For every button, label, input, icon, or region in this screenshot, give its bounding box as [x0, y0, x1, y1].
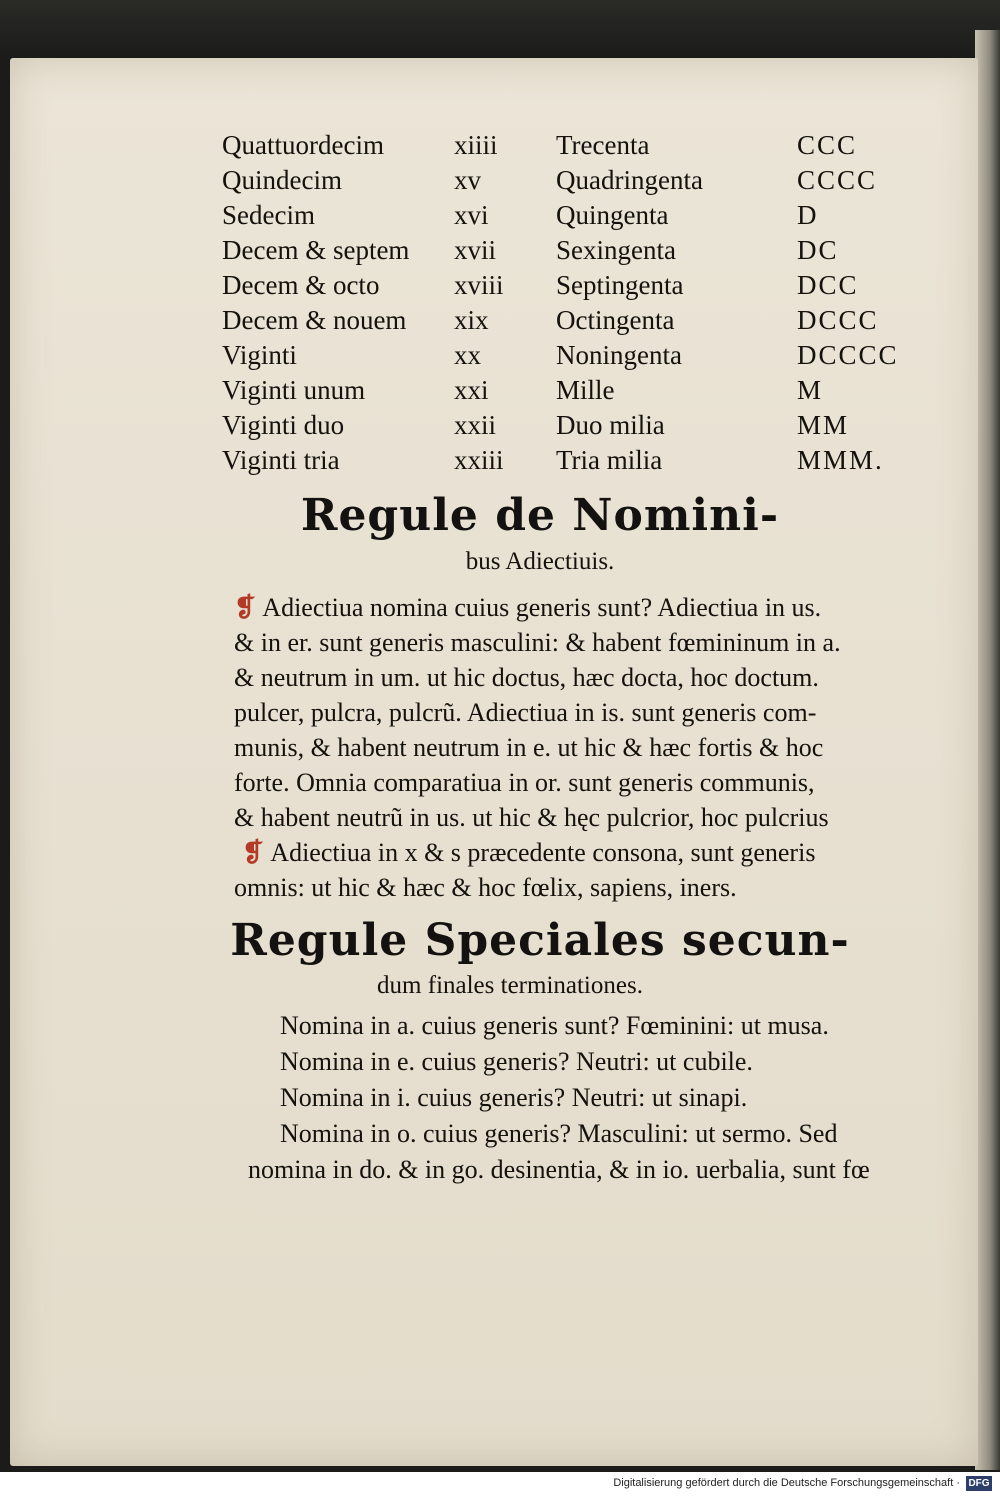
page-edge	[975, 30, 1000, 1470]
latin-hundreds: Octingenta	[556, 305, 675, 335]
numeral-row	[222, 443, 942, 478]
latin-numeral: Viginti duo	[222, 410, 345, 440]
numeral-row	[222, 303, 942, 338]
roman-hundreds: M	[797, 375, 824, 405]
latin-hundreds: Trecenta	[556, 130, 650, 160]
text-line: ❡ Adiectiua in x & s præcedente consona, sunt generis	[242, 838, 816, 867]
scan-top-edge	[0, 0, 1000, 58]
roman-numeral: xv	[454, 165, 481, 195]
paragraph-mark-icon: ❡	[234, 593, 263, 622]
rule-line: Nomina in o. cuius generis? Masculini: ut sermo. Sed	[280, 1119, 838, 1148]
latin-numeral: Viginti	[222, 340, 297, 370]
roman-numeral: xiiii	[454, 130, 498, 160]
roman-numeral: xxi	[454, 375, 489, 405]
roman-numeral: xvi	[454, 200, 489, 230]
roman-numeral: xxiii	[454, 445, 504, 475]
roman-hundreds: DCC	[797, 270, 859, 300]
text-line: & in er. sunt generis masculini: & habent fœmininum in a.	[234, 628, 841, 657]
text-line: pulcer, pulcra, pulcrũ. Adiectiua in is. sunt generis com-	[234, 698, 817, 727]
roman-hundreds: DC	[797, 235, 839, 265]
dfg-logo-icon: DFG	[966, 1476, 992, 1491]
special-rules-list	[248, 1008, 968, 1188]
numeral-row	[222, 233, 942, 268]
latin-numeral: Decem & septem	[222, 235, 410, 265]
roman-hundreds: CCC	[797, 130, 858, 160]
text-line: & habent neutrũ in us. ut hic & hęc pulcrior, hoc pulcrius	[234, 803, 829, 832]
digitization-footer	[0, 1472, 1000, 1497]
roman-numeral: xxii	[454, 410, 497, 440]
numeral-row	[222, 373, 942, 408]
roman-hundreds: MM	[797, 410, 850, 440]
latin-numeral: Decem & nouem	[222, 305, 407, 335]
roman-hundreds: MMM.	[797, 445, 884, 475]
rule-line: nomina in do. & in go. desinentia, & in io. uerbalia, sunt fœ	[248, 1155, 870, 1184]
latin-numeral: Decem & octo	[222, 270, 380, 300]
roman-numeral: xx	[454, 340, 481, 370]
footer-credit: Digitalisierung gefördert durch die Deutsche Forschungsgemeinschaft ·	[613, 1477, 960, 1489]
numeral-row	[222, 408, 942, 443]
latin-hundreds: Sexingenta	[556, 235, 676, 265]
section-heading-special-rules: Regule Speciales secun-	[230, 915, 850, 966]
roman-numeral: xix	[454, 305, 489, 335]
roman-hundreds: CCCC	[797, 165, 878, 195]
roman-hundreds: DCCCC	[797, 340, 899, 370]
roman-hundreds: DCCC	[797, 305, 879, 335]
text-line: & neutrum in um. ut hic doctus, hæc docta, hoc doctum.	[234, 663, 819, 692]
latin-numeral: Sedecim	[222, 200, 315, 230]
numeral-row	[222, 338, 942, 373]
latin-hundreds: Septingenta	[556, 270, 684, 300]
numeral-row	[222, 128, 942, 163]
latin-numeral: Quattuordecim	[222, 130, 384, 160]
text-line: munis, & habent neutrum in e. ut hic & hæc fortis & hoc	[234, 733, 824, 762]
numeral-row	[222, 198, 942, 233]
latin-hundreds: Tria milia	[556, 445, 663, 475]
adjectives-paragraph	[234, 590, 954, 905]
latin-hundreds: Duo milia	[556, 410, 665, 440]
latin-numeral: Viginti unum	[222, 375, 366, 405]
latin-numeral: Viginti tria	[222, 445, 340, 475]
paragraph-mark-icon: ❡	[242, 838, 271, 867]
numeral-table	[222, 128, 942, 478]
text-line: forte. Omnia comparatiua in or. sunt generis communis,	[234, 768, 815, 797]
roman-numeral: xviii	[454, 270, 504, 300]
text-line: ❡ Adiectiua nomina cuius generis sunt? Adiectiua in us.	[234, 593, 822, 622]
roman-numeral: xvii	[454, 235, 497, 265]
latin-numeral: Quindecim	[222, 165, 342, 195]
numeral-row	[222, 163, 942, 198]
latin-hundreds: Noningenta	[556, 340, 682, 370]
numeral-row	[222, 268, 942, 303]
latin-hundreds: Quingenta	[556, 200, 669, 230]
section-heading-adjectives: Regule de Nomini-	[300, 490, 780, 541]
section-subheading-special-rules: dum finales terminationes.	[377, 972, 643, 999]
section-subheading-adjectives: bus Adiectiuis.	[465, 548, 615, 575]
latin-hundreds: Quadringenta	[556, 165, 703, 195]
rule-line: Nomina in i. cuius generis? Neutri: ut sinapi.	[280, 1083, 748, 1112]
rule-line: Nomina in e. cuius generis? Neutri: ut cubile.	[280, 1047, 753, 1076]
rule-line: Nomina in a. cuius generis sunt? Fœminini: ut musa.	[280, 1011, 829, 1040]
latin-hundreds: Mille	[556, 375, 615, 405]
text-line: omnis: ut hic & hæc & hoc fœlix, sapiens, iners.	[234, 873, 737, 902]
roman-hundreds: D	[797, 200, 819, 230]
